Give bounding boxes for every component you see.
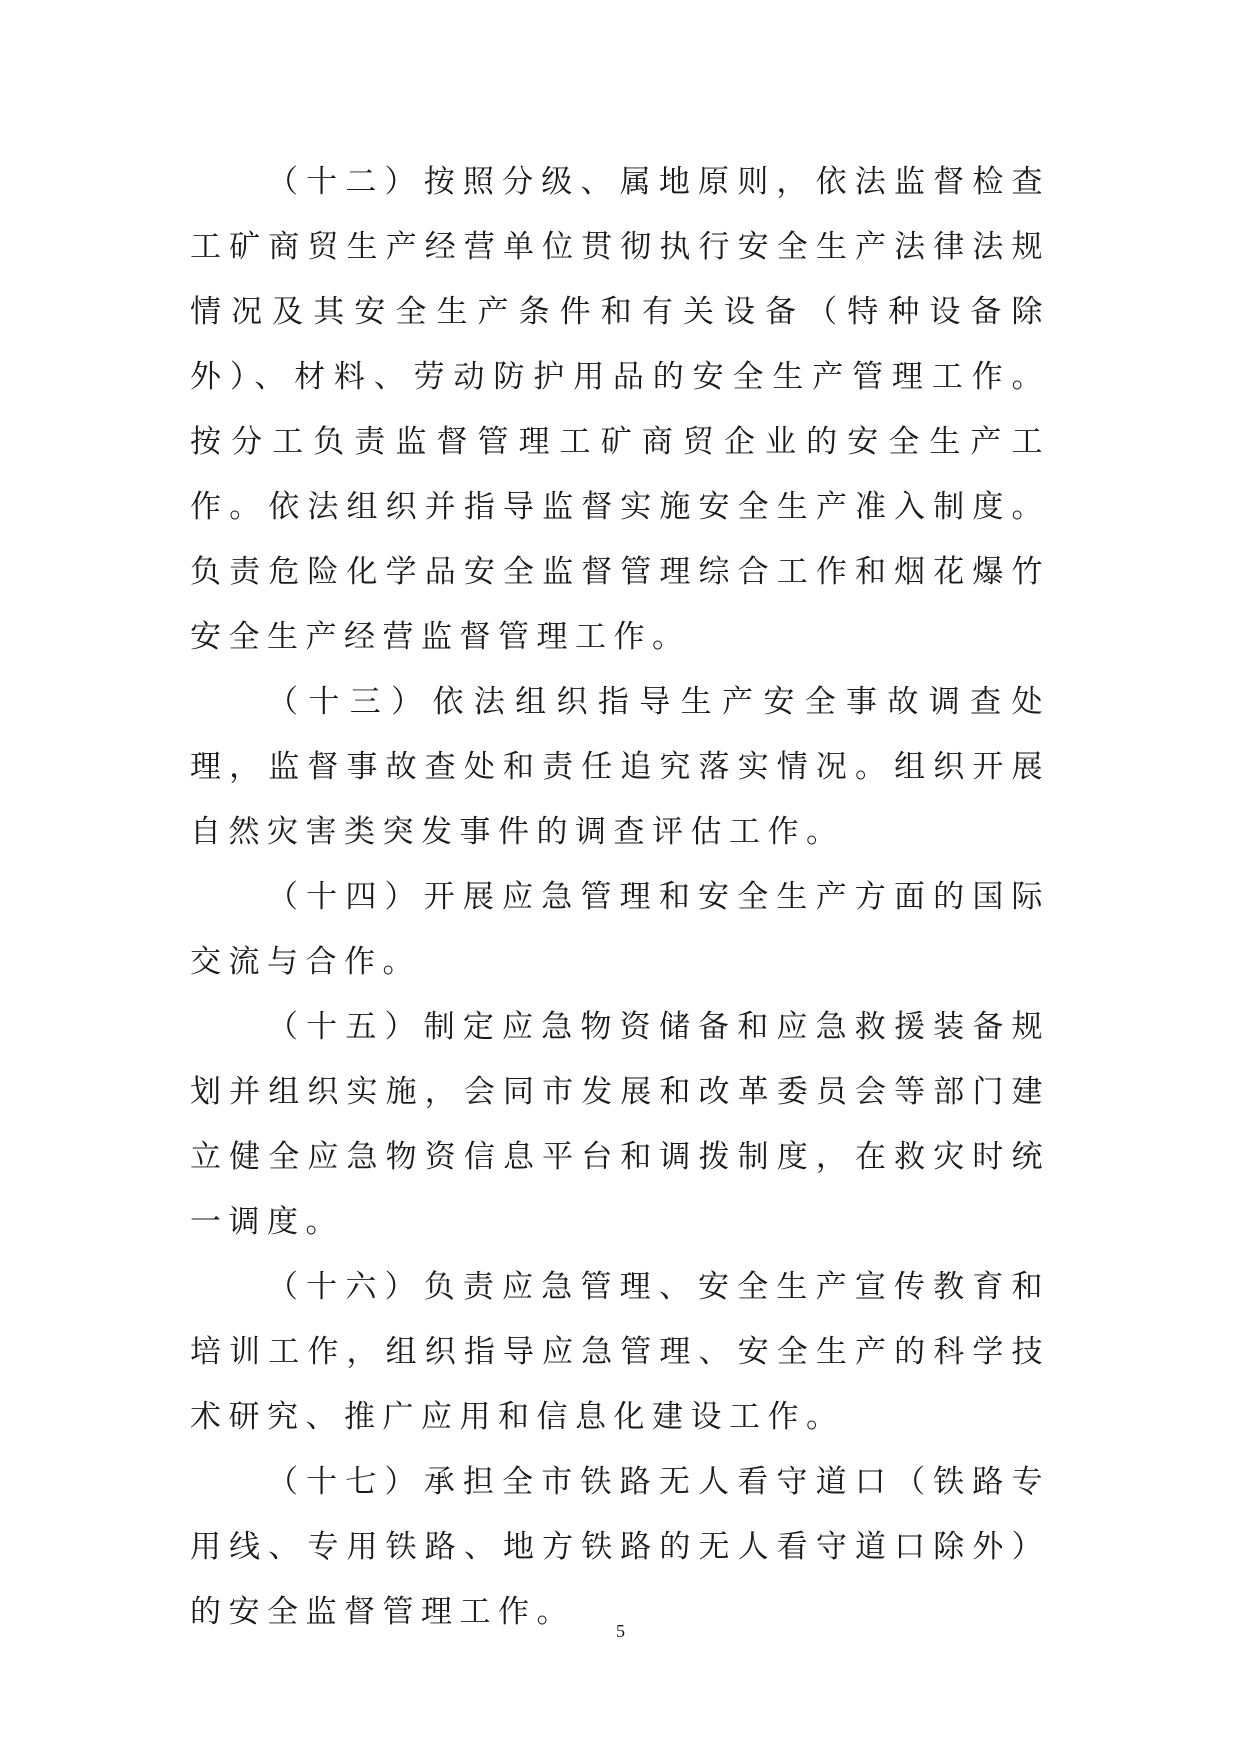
paragraph-item-17: （十七）承担全市铁路无人看守道口（铁路专用线、专用铁路、地方铁路的无人看守道口除外）的安全监督管理工作。: [190, 1464, 1050, 1630]
page-number: 5: [616, 1621, 625, 1641]
paragraph-item-12: （十二）按照分级、属地原则，依法监督检查工矿商贸生产经营单位贯彻执行安全生产法律法规情况及其安全生产条件和有关设备（特种设备除外）、材料、劳动防护用品的安全生产管理工作。按分工负责监督管理工矿商贸企业的安全生产工作。依法组织并指导监督实施安全生产准入制度。负责危险化学品安全监督管理综合工作和烟花爆竹安全生产经营监督管理工作。: [190, 164, 1050, 655]
document-body: [190, 150, 1050, 1645]
paragraph-item-16: （十六）负责应急管理、安全生产宣传教育和培训工作，组织指导应急管理、安全生产的科学技术研究、推广应用和信息化建设工作。: [190, 1269, 1050, 1435]
paragraph-item-13: （十三）依法组织指导生产安全事故调查处理，监督事故查处和责任追究落实情况。组织开展自然灾害类突发事件的调查评估工作。: [190, 684, 1050, 850]
paragraph-item-14: （十四）开展应急管理和安全生产方面的国际交流与合作。: [190, 879, 1050, 980]
paragraph-item-15: （十五）制定应急物资储备和应急救援装备规划并组织实施，会同市发展和改革委员会等部门建立健全应急物资信息平台和调拨制度，在救灾时统一调度。: [190, 1009, 1050, 1240]
